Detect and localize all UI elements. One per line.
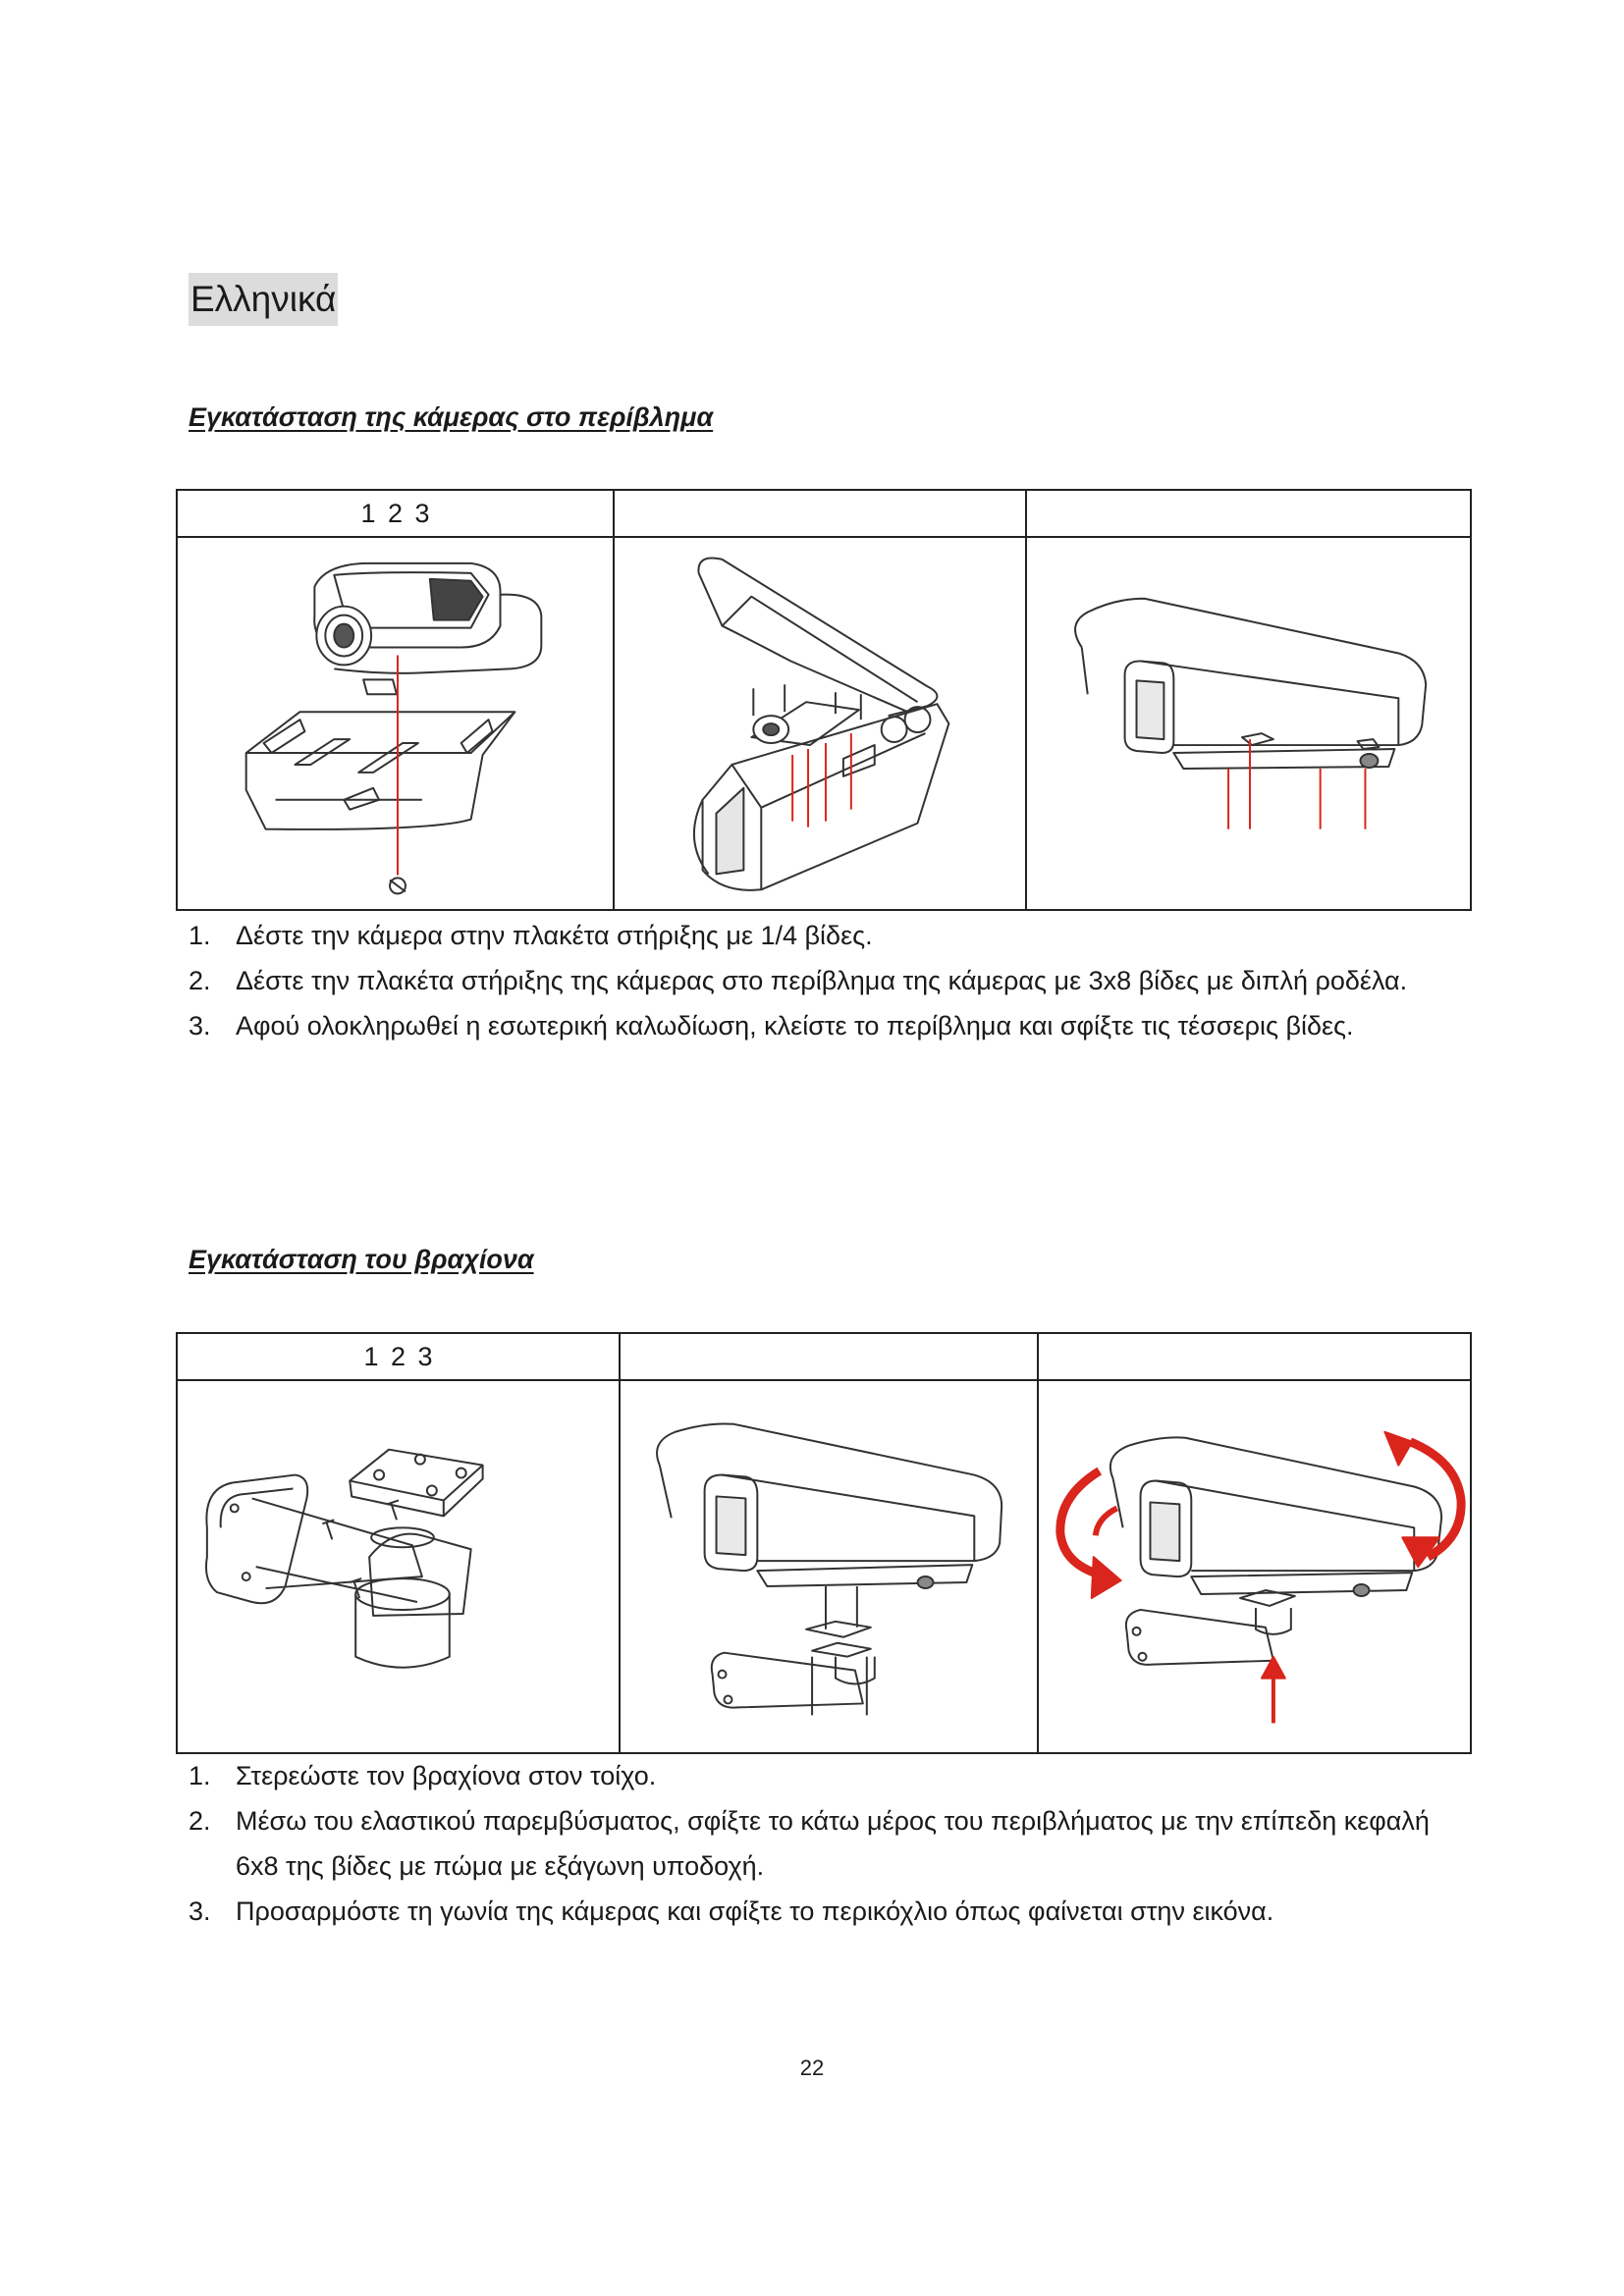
section1-step-3: 3. Αφού ολοκληρωθεί η εσωτερική καλωδίωση, κλείστε το περίβλημα και σφίξτε τις τέσσερις βίδες. — [189, 1011, 1354, 1041]
section1-heading: Εγκατάσταση της κάμερας στο περίβλημα — [189, 402, 714, 432]
figure-closed-housing — [1026, 537, 1471, 910]
figure-adjust-angle — [1038, 1380, 1471, 1753]
section1-header-cell-3 — [1026, 490, 1471, 537]
section1-step-2: 2. Δέστε την πλακέτα στήριξης της κάμερας στο περίβλημα της κάμερας με 3x8 βίδες με διπλή ροδέλα. — [189, 966, 1408, 995]
section2-step-3: 3. Προσαρμόστε τη γωνία της κάμερας και σφίξτε το περικόχλιο όπως φαίνεται στην εικόνα. — [189, 1896, 1274, 1926]
page-number: 22 — [799, 2056, 825, 2080]
section1-header-cell-2 — [614, 490, 1026, 537]
section2-figure-table — [176, 1332, 1472, 1754]
section2-step-2: 2. Μέσω του ελαστικού παρεμβύσματος, σφίξτε το κάτω μέρος του περιβλήματος με την επίπεδη κεφαλή 6x8 της βίδες με πώμα με εξάγωνη υποδοχή. — [189, 1806, 1430, 1881]
section2-header-cell-2 — [620, 1333, 1038, 1380]
figure-housing-on-bracket — [620, 1380, 1038, 1753]
language-heading: Ελληνικά — [189, 273, 338, 326]
section2-header-cell-3 — [1038, 1333, 1471, 1380]
section2-heading: Εγκατάσταση του βραχίονα — [189, 1245, 534, 1274]
section1-figure-table — [176, 489, 1472, 911]
section1-steps — [189, 913, 1455, 1048]
section1-header-cell-1: 1 2 3 — [177, 490, 614, 537]
section1-step-1: 1. Δέστε την κάμερα στην πλακέτα στήριξης με 1/4 βίδες. — [189, 921, 873, 950]
section2-steps — [189, 1753, 1455, 1934]
figure-camera-on-plate — [177, 537, 614, 910]
section2-header-cell-1: 1 2 3 — [177, 1333, 620, 1380]
figure-wall-bracket — [177, 1380, 620, 1753]
section2-step-1: 1. Στερεώστε τον βραχίονα στον τοίχο. — [189, 1761, 657, 1790]
figure-plate-into-housing — [614, 537, 1026, 910]
